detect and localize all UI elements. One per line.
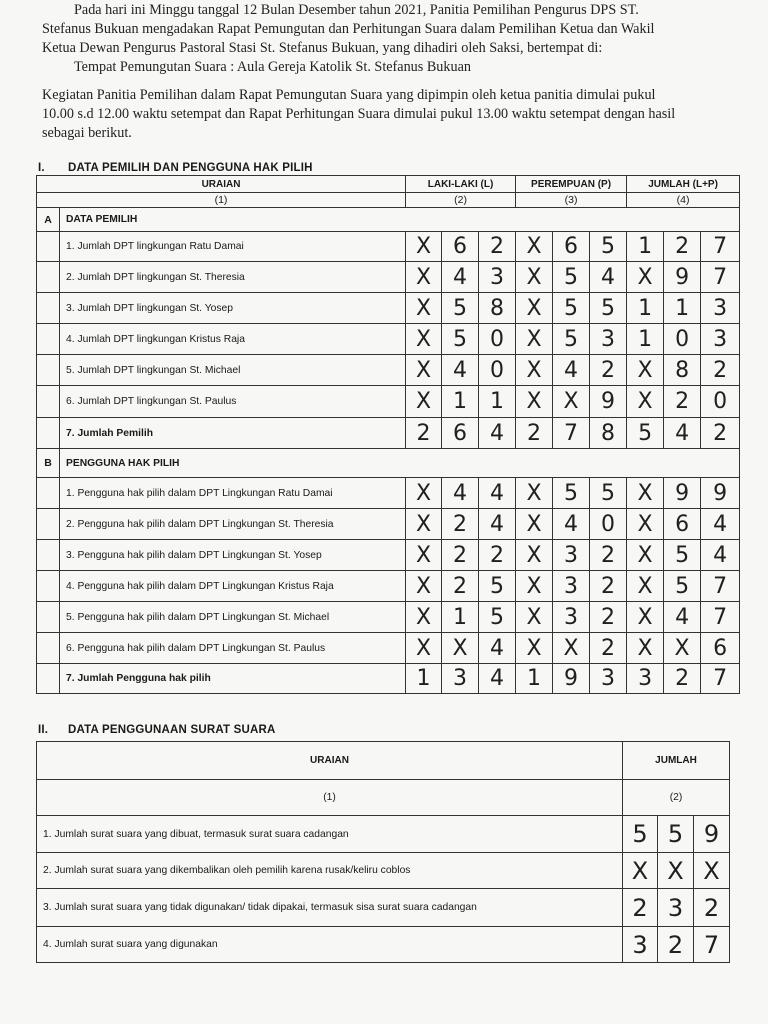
handwritten-digit: 4 xyxy=(479,509,516,540)
handwritten-digit: 5 xyxy=(442,324,479,355)
handwritten-digit: 5 xyxy=(479,602,516,633)
handwritten-digit: 2 xyxy=(590,633,627,664)
handwritten-digit: 4 xyxy=(479,478,516,509)
handwritten-digit: X xyxy=(406,509,442,540)
handwritten-digit: X xyxy=(553,633,590,664)
handwritten-digit: 9 xyxy=(701,478,740,509)
handwritten-digit: 7 xyxy=(553,418,590,449)
ballot-usage-table xyxy=(36,741,730,963)
table-row xyxy=(37,509,740,540)
row-label: 3. Pengguna hak pilih dalam DPT Lingkungan St. Yosep xyxy=(60,540,406,571)
table-row xyxy=(37,293,740,324)
handwritten-digit: X xyxy=(627,509,664,540)
handwritten-digit: X xyxy=(406,324,442,355)
header-perempuan: PEREMPUAN (P) xyxy=(516,176,627,193)
handwritten-digit: 0 xyxy=(479,355,516,386)
voter-data-table xyxy=(36,175,740,694)
table-header-row xyxy=(37,742,730,780)
handwritten-digit: 4 xyxy=(479,664,516,694)
handwritten-digit: 9 xyxy=(590,386,627,418)
row-label: 4. Jumlah surat suara yang digunakan xyxy=(37,927,623,963)
table-row xyxy=(37,927,730,963)
handwritten-digit: X xyxy=(553,386,590,418)
handwritten-digit: 6 xyxy=(701,633,740,664)
handwritten-digit: X xyxy=(694,853,730,889)
row-spacer xyxy=(37,418,60,449)
handwritten-digit: X xyxy=(406,232,442,262)
handwritten-digit: 3 xyxy=(701,293,740,324)
intro-line: Ketua Dewan Pengurus Pastoral Stasi St. Stefanus Bukuan, yang dihadiri oleh Saksi, bertempat di: xyxy=(42,40,603,56)
handwritten-digit: 6 xyxy=(553,232,590,262)
handwritten-digit: 5 xyxy=(658,816,694,853)
handwritten-digit: 2 xyxy=(664,664,701,694)
schedule-line: Kegiatan Panitia Pemilihan dalam Rapat Pemungutan Suara yang dipimpin oleh ketua panitia dimulai pukul xyxy=(42,87,656,103)
handwritten-digit: X xyxy=(442,633,479,664)
row-spacer xyxy=(37,633,60,664)
handwritten-digit: 2 xyxy=(701,418,740,449)
handwritten-digit: 9 xyxy=(694,816,730,853)
handwritten-digit: 5 xyxy=(442,293,479,324)
handwritten-digit: 5 xyxy=(664,540,701,571)
row-spacer xyxy=(37,509,60,540)
handwritten-digit: 4 xyxy=(442,478,479,509)
header-jumlah: JUMLAH (L+P) xyxy=(627,176,740,193)
handwritten-digit: 7 xyxy=(701,602,740,633)
row-label: 2. Pengguna hak pilih dalam DPT Lingkungan St. Theresia xyxy=(60,509,406,540)
handwritten-digit: X xyxy=(516,571,553,602)
row-label: 3. Jumlah surat suara yang tidak digunakan/ tidak dipakai, termasuk sisa surat suara cadangan xyxy=(37,889,623,927)
handwritten-digit: 7 xyxy=(701,571,740,602)
handwritten-digit: 1 xyxy=(479,386,516,418)
handwritten-digit: 3 xyxy=(627,664,664,694)
schedule-paragraph xyxy=(42,86,754,143)
handwritten-digit: 2 xyxy=(479,540,516,571)
section-number: II. xyxy=(38,724,49,736)
handwritten-digit: 0 xyxy=(664,324,701,355)
row-spacer xyxy=(37,540,60,571)
table-row xyxy=(37,540,740,571)
col-number: (3) xyxy=(516,193,627,208)
handwritten-digit: X xyxy=(516,262,553,293)
group-title: PENGGUNA HAK PILIH xyxy=(60,449,740,478)
group-title: DATA PEMILIH xyxy=(60,208,740,232)
handwritten-digit: 5 xyxy=(479,571,516,602)
handwritten-digit: 6 xyxy=(442,418,479,449)
handwritten-digit: 9 xyxy=(553,664,590,694)
handwritten-digit: 2 xyxy=(658,927,694,963)
handwritten-digit: 8 xyxy=(664,355,701,386)
table-row xyxy=(37,262,740,293)
handwritten-digit: X xyxy=(516,232,553,262)
handwritten-digit: 5 xyxy=(553,324,590,355)
table-row xyxy=(37,478,740,509)
handwritten-digit: 4 xyxy=(701,540,740,571)
group-letter: B xyxy=(37,449,60,478)
handwritten-digit: 3 xyxy=(701,324,740,355)
handwritten-digit: 2 xyxy=(664,386,701,418)
handwritten-digit: 8 xyxy=(590,418,627,449)
intro-location: Tempat Pemungutan Suara : Aula Gereja Katolik St. Stefanus Bukuan xyxy=(74,59,471,75)
header-uraian: URAIAN xyxy=(37,742,623,780)
handwritten-digit: X xyxy=(627,262,664,293)
handwritten-digit: 1 xyxy=(627,324,664,355)
row-label: 4. Pengguna hak pilih dalam DPT Lingkungan Kristus Raja xyxy=(60,571,406,602)
row-spacer xyxy=(37,232,60,262)
col-number: (1) xyxy=(37,780,623,816)
intro-line: Pada hari ini Minggu tanggal 12 Bulan Desember tahun 2021, Panitia Pemilihan Pengurus DPS ST. xyxy=(74,2,639,18)
header-uraian: URAIAN xyxy=(37,176,406,193)
handwritten-digit: 4 xyxy=(701,509,740,540)
handwritten-digit: 2 xyxy=(516,418,553,449)
schedule-line: sebagai berikut. xyxy=(42,125,132,141)
table-row xyxy=(37,418,740,449)
handwritten-digit: 2 xyxy=(590,602,627,633)
handwritten-digit: 5 xyxy=(553,293,590,324)
handwritten-digit: 4 xyxy=(479,633,516,664)
header-jumlah: JUMLAH xyxy=(623,742,730,780)
handwritten-digit: 3 xyxy=(553,602,590,633)
handwritten-digit: 0 xyxy=(590,509,627,540)
handwritten-digit: 1 xyxy=(442,386,479,418)
handwritten-digit: 6 xyxy=(442,232,479,262)
handwritten-digit: 2 xyxy=(664,232,701,262)
section-2-heading xyxy=(38,724,276,736)
handwritten-digit: X xyxy=(627,386,664,418)
handwritten-digit: 7 xyxy=(694,927,730,963)
handwritten-digit: 3 xyxy=(553,571,590,602)
pengguna-rows xyxy=(37,478,740,694)
row-label: 5. Pengguna hak pilih dalam DPT Lingkungan St. Michael xyxy=(60,602,406,633)
handwritten-digit: 7 xyxy=(701,262,740,293)
handwritten-digit: 4 xyxy=(590,262,627,293)
group-letter: A xyxy=(37,208,60,232)
handwritten-digit: X xyxy=(516,355,553,386)
handwritten-digit: 7 xyxy=(701,664,740,694)
handwritten-digit: 2 xyxy=(442,509,479,540)
pemilih-rows xyxy=(37,232,740,449)
handwritten-digit: 3 xyxy=(658,889,694,927)
handwritten-digit: 2 xyxy=(623,889,658,927)
handwritten-digit: X xyxy=(627,355,664,386)
handwritten-digit: 2 xyxy=(701,355,740,386)
row-spacer xyxy=(37,571,60,602)
handwritten-digit: X xyxy=(516,478,553,509)
section-number: I. xyxy=(38,162,45,174)
table-row xyxy=(37,889,730,927)
column-number-row xyxy=(37,193,740,208)
handwritten-digit: 1 xyxy=(664,293,701,324)
handwritten-digit: X xyxy=(516,324,553,355)
handwritten-digit: X xyxy=(664,633,701,664)
handwritten-digit: 5 xyxy=(590,478,627,509)
row-label: 1. Jumlah surat suara yang dibuat, termasuk surat suara cadangan xyxy=(37,816,623,853)
handwritten-digit: X xyxy=(516,540,553,571)
table-row xyxy=(37,853,730,889)
row-spacer xyxy=(37,324,60,355)
section-title: DATA PEMILIH DAN PENGGUNA HAK PILIH xyxy=(68,162,313,174)
handwritten-digit: 3 xyxy=(479,262,516,293)
handwritten-digit: 9 xyxy=(664,478,701,509)
intro-line: Stefanus Bukuan mengadakan Rapat Pemungutan dan Perhitungan Suara dalam Pemilihan Ketua dan Wakil xyxy=(42,21,655,37)
handwritten-digit: 2 xyxy=(442,540,479,571)
handwritten-digit: X xyxy=(516,509,553,540)
handwritten-digit: 3 xyxy=(590,664,627,694)
handwritten-digit: 2 xyxy=(406,418,442,449)
row-label: 1. Jumlah DPT lingkungan Ratu Damai xyxy=(60,232,406,262)
schedule-line: 10.00 s.d 12.00 waktu setempat dan Rapat Perhitungan Suara dimulai pukul 13.00 waktu setempat dengan hasil xyxy=(42,106,676,122)
handwritten-digit: 7 xyxy=(701,232,740,262)
handwritten-digit: 5 xyxy=(590,232,627,262)
row-label: 6. Jumlah DPT lingkungan St. Paulus xyxy=(60,386,406,418)
handwritten-digit: 2 xyxy=(442,571,479,602)
handwritten-digit: X xyxy=(406,633,442,664)
table-row xyxy=(37,232,740,262)
handwritten-digit: X xyxy=(627,571,664,602)
table-header-row xyxy=(37,176,740,193)
table-row xyxy=(37,386,740,418)
handwritten-digit: X xyxy=(406,602,442,633)
group-a-row xyxy=(37,208,740,232)
col-number: (2) xyxy=(623,780,730,816)
handwritten-digit: 1 xyxy=(627,232,664,262)
handwritten-digit: 1 xyxy=(442,602,479,633)
handwritten-digit: 3 xyxy=(590,324,627,355)
handwritten-digit: 2 xyxy=(590,540,627,571)
row-label: 2. Jumlah surat suara yang dikembalikan oleh pemilih karena rusak/keliru coblos xyxy=(37,853,623,889)
handwritten-digit: 5 xyxy=(553,262,590,293)
row-spacer xyxy=(37,386,60,418)
handwritten-digit: 5 xyxy=(553,478,590,509)
header-laki: LAKI-LAKI (L) xyxy=(406,176,516,193)
handwritten-digit: 4 xyxy=(479,418,516,449)
handwritten-digit: 3 xyxy=(442,664,479,694)
section-1-heading xyxy=(38,162,313,174)
ballot-rows xyxy=(37,816,730,963)
handwritten-digit: 2 xyxy=(590,355,627,386)
handwritten-digit: 5 xyxy=(590,293,627,324)
column-number-row xyxy=(37,780,730,816)
row-spacer xyxy=(37,262,60,293)
table-row xyxy=(37,633,740,664)
handwritten-digit: X xyxy=(406,386,442,418)
handwritten-digit: 1 xyxy=(406,664,442,694)
handwritten-digit: X xyxy=(627,633,664,664)
handwritten-digit: 1 xyxy=(516,664,553,694)
handwritten-digit: 2 xyxy=(479,232,516,262)
handwritten-digit: 4 xyxy=(664,418,701,449)
row-spacer xyxy=(37,293,60,324)
handwritten-digit: X xyxy=(623,853,658,889)
table-row xyxy=(37,602,740,633)
handwritten-digit: X xyxy=(406,355,442,386)
handwritten-digit: X xyxy=(406,540,442,571)
handwritten-digit: X xyxy=(627,602,664,633)
handwritten-digit: 5 xyxy=(623,816,658,853)
col-number: (4) xyxy=(627,193,740,208)
handwritten-digit: X xyxy=(516,386,553,418)
handwritten-digit: 1 xyxy=(627,293,664,324)
table-row xyxy=(37,571,740,602)
handwritten-digit: X xyxy=(406,478,442,509)
handwritten-digit: 5 xyxy=(664,571,701,602)
handwritten-digit: 4 xyxy=(664,602,701,633)
handwritten-digit: X xyxy=(516,293,553,324)
table-row xyxy=(37,324,740,355)
handwritten-digit: X xyxy=(658,853,694,889)
handwritten-digit: 8 xyxy=(479,293,516,324)
row-label: 1. Pengguna hak pilih dalam DPT Lingkungan Ratu Damai xyxy=(60,478,406,509)
handwritten-digit: 2 xyxy=(694,889,730,927)
row-label: 2. Jumlah DPT lingkungan St. Theresia xyxy=(60,262,406,293)
intro-paragraph xyxy=(42,1,754,77)
handwritten-digit: X xyxy=(516,602,553,633)
row-label: 3. Jumlah DPT lingkungan St. Yosep xyxy=(60,293,406,324)
row-spacer xyxy=(37,602,60,633)
row-label: 4. Jumlah DPT lingkungan Kristus Raja xyxy=(60,324,406,355)
handwritten-digit: X xyxy=(627,478,664,509)
handwritten-digit: X xyxy=(406,571,442,602)
handwritten-digit: 0 xyxy=(479,324,516,355)
row-label: 7. Jumlah Pengguna hak pilih xyxy=(60,664,406,694)
row-spacer xyxy=(37,355,60,386)
handwritten-digit: 6 xyxy=(664,509,701,540)
handwritten-digit: X xyxy=(627,540,664,571)
col-number: (2) xyxy=(406,193,516,208)
handwritten-digit: 3 xyxy=(553,540,590,571)
row-label: 7. Jumlah Pemilih xyxy=(60,418,406,449)
table-row xyxy=(37,355,740,386)
row-spacer xyxy=(37,664,60,694)
handwritten-digit: 0 xyxy=(701,386,740,418)
handwritten-digit: 4 xyxy=(553,355,590,386)
handwritten-digit: X xyxy=(516,633,553,664)
handwritten-digit: 4 xyxy=(442,355,479,386)
handwritten-digit: 9 xyxy=(664,262,701,293)
handwritten-digit: 3 xyxy=(623,927,658,963)
col-number: (1) xyxy=(37,193,406,208)
handwritten-digit: X xyxy=(406,293,442,324)
table-row xyxy=(37,664,740,694)
table-row xyxy=(37,816,730,853)
group-b-row xyxy=(37,449,740,478)
row-spacer xyxy=(37,478,60,509)
row-label: 5. Jumlah DPT lingkungan St. Michael xyxy=(60,355,406,386)
handwritten-digit: 2 xyxy=(590,571,627,602)
row-label: 6. Pengguna hak pilih dalam DPT Lingkungan St. Paulus xyxy=(60,633,406,664)
handwritten-digit: 5 xyxy=(627,418,664,449)
section-title: DATA PENGGUNAAN SURAT SUARA xyxy=(68,724,276,736)
handwritten-digit: 4 xyxy=(553,509,590,540)
handwritten-digit: X xyxy=(406,262,442,293)
handwritten-digit: 4 xyxy=(442,262,479,293)
